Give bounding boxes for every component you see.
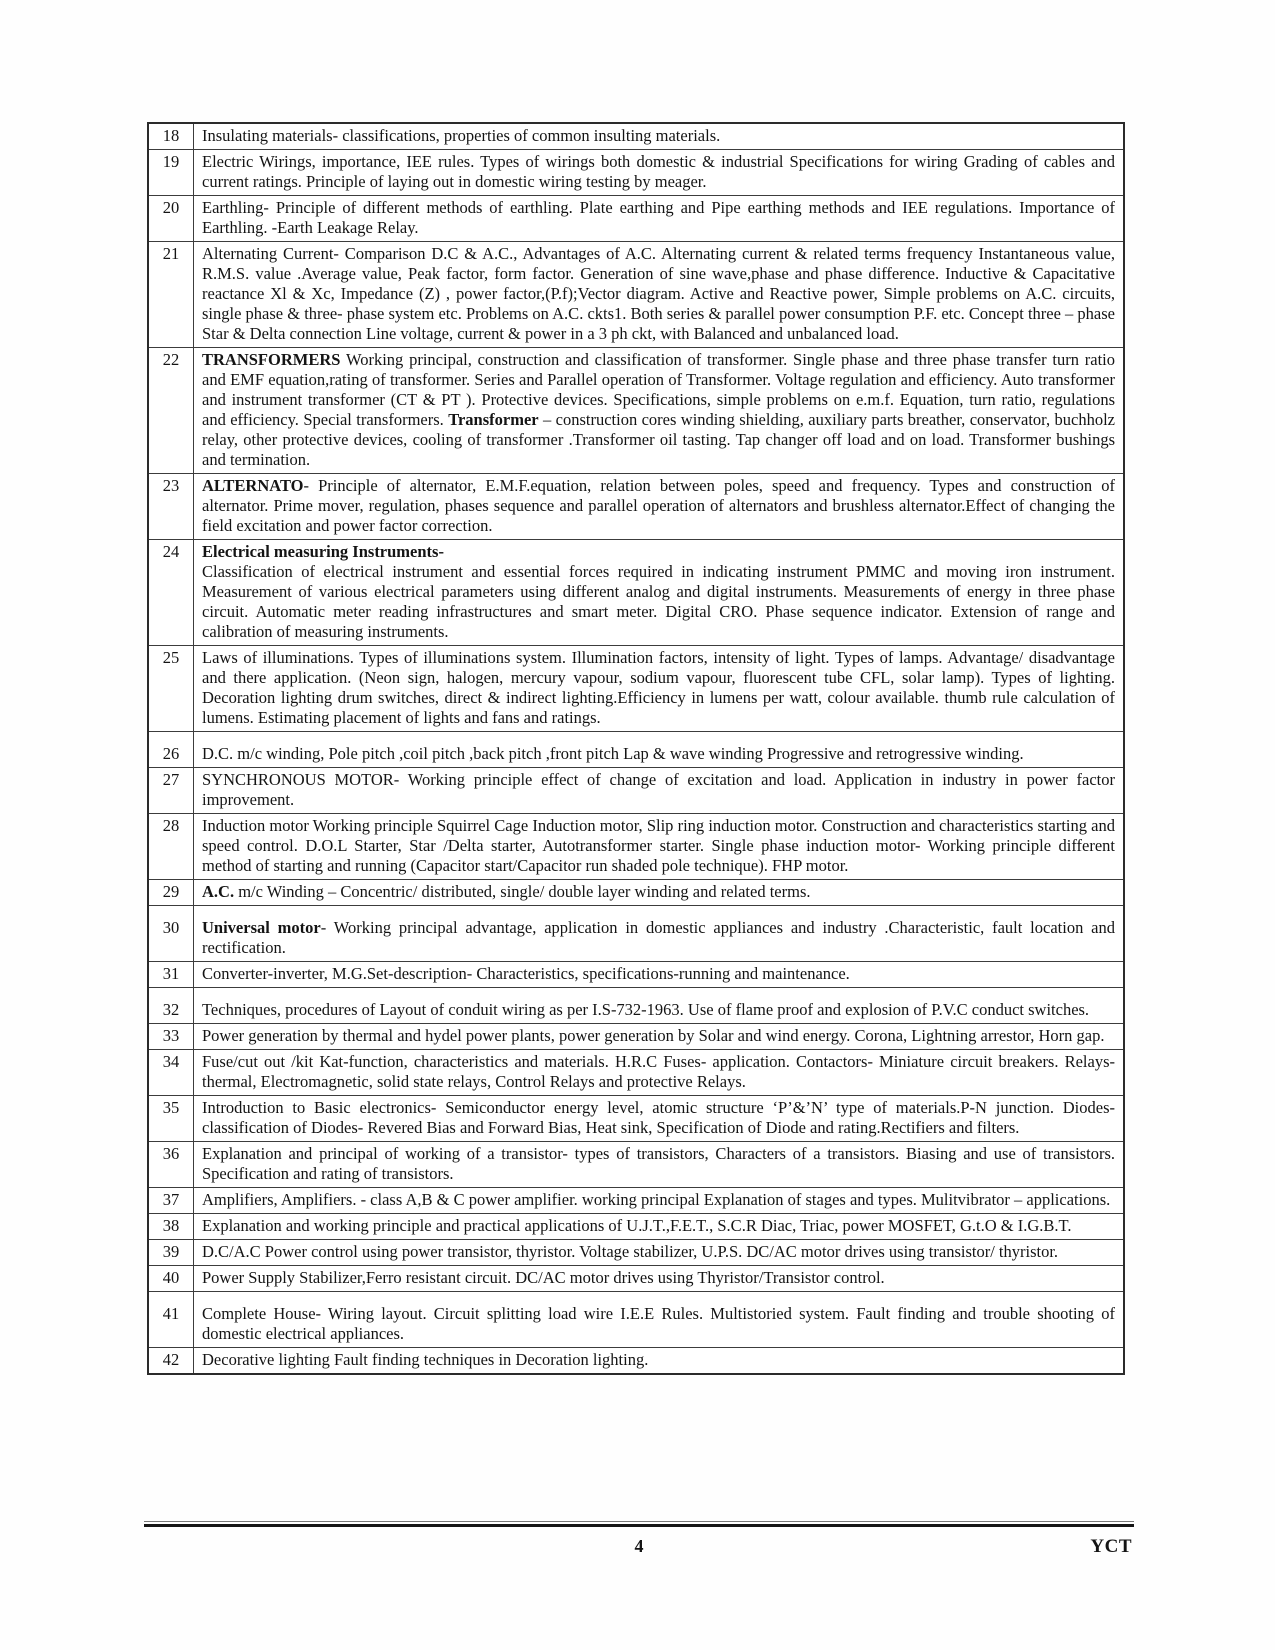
text-segment: Universal motor [202,918,321,937]
text-segment: - Working principal advantage, application in domestic appliances and industry .Characteristic, fault location and rectification. [202,918,1115,957]
row-content [194,540,1123,645]
table-row [149,347,1123,473]
row-number: 32 [149,988,194,1023]
row-number: 18 [149,124,194,149]
row-number: 19 [149,150,194,195]
text-segment: ALTERNATO [202,476,304,495]
row-number: 30 [149,906,194,961]
row-number: 36 [149,1142,194,1187]
row-number: 22 [149,348,194,473]
row-content [194,988,1123,1023]
row-number: 35 [149,1096,194,1141]
table-row [149,1049,1123,1095]
text-segment: TRANSFORMERS [202,350,341,369]
text-segment: Converter-inverter, M.G.Set-description- Characteristics, specifications-running and maintenance. [202,964,850,983]
text-segment: Introduction to Basic electronics- Semiconductor energy level, atomic structure ‘P’&’N’ type of materials.P-N junction. Diodes- classification of Diodes- Revered Bias and Forward Bias, Heat sink, Specification of Diode and rating.Rectifiers and filters. [202,1098,1115,1137]
row-content [194,1214,1123,1239]
footer-text [144,1536,1134,1560]
text-segment: A.C. [202,882,235,901]
table-row [149,124,1123,149]
text-segment: D.C/A.C Power control using power transistor, thyristor. Voltage stabilizer, U.P.S. DC/AC motor drives using transistor/ thyristor. [202,1242,1059,1261]
table-row [149,879,1123,905]
text-segment: SYNCHRONOUS MOTOR- Working principle effect of change of excitation and load. Application in industry in power factor improvement. [202,770,1115,809]
page-footer [144,1521,1134,1560]
text-segment: Complete House- Wiring layout. Circuit splitting load wire I.E.E Rules. Multistoried system. Fault finding and trouble shooting of domestic electrical appliances. [202,1304,1115,1343]
table-row [149,1239,1123,1265]
text-segment: Transformer [448,410,539,429]
text-segment: - Principle of alternator, E.M.F.equation, relation between poles, speed and frequency. Types and construction of alternator. Prime mover, regulation, phases sequence and parallel operation of alternators and brushless alternator.Effect of changing the field excitation and power factor correction. [202,476,1115,535]
row-number: 34 [149,1050,194,1095]
row-number: 41 [149,1292,194,1347]
table-row [149,1141,1123,1187]
table-row [149,1291,1123,1347]
text-segment: Power generation by thermal and hydel power plants, power generation by Solar and wind energy. Corona, Lightning arrestor, Horn gap. [202,1026,1105,1045]
table-row [149,767,1123,813]
table-row [149,1023,1123,1049]
table-row [149,1265,1123,1291]
row-content [194,474,1123,539]
text-segment: Alternating Current- Comparison D.C & A.C., Advantages of A.C. Alternating current & related terms frequency Instantaneous value, R.M.S. value .Average value, Peak factor, form factor. Generation of sine wave,phase and phase difference. Inductive & Capacitative reactance Xl & Xc, Impedance (Z) , power factor,(P.f);Vector diagram. Active and Reactive power, Simple problems on A.C. circuits, single phase & three- phase system etc. Problems on A.C. ckts1. Both series & parallel power consumption P.F. etc. Concept three – phase Star & Delta connection Line voltage, current & power in a 3 ph ckt, with Balanced and unbalanced load. [202,244,1115,343]
syllabus-table [147,122,1125,1375]
brand-label: YCT [1090,1536,1132,1557]
table-row [149,473,1123,539]
table-row [149,241,1123,347]
row-content [194,1266,1123,1291]
text-segment: D.C. m/c winding, Pole pitch ,coil pitch ,back pitch ,front pitch Lap & wave winding Progressive and retrogressive winding. [202,744,1024,763]
row-content [194,1050,1123,1095]
row-content [194,814,1123,879]
text-segment: Fuse/cut out /kit Kat-function, characteristics and materials. H.R.C Fuses- application. Contactors- Miniature circuit breakers. Relays- thermal, Electromagnetic, solid state relays, Control Relays and protective Relays. [202,1052,1115,1091]
row-number: 25 [149,646,194,731]
row-content [194,1348,1123,1373]
row-number: 20 [149,196,194,241]
row-content [194,768,1123,813]
table-row [149,987,1123,1023]
row-number: 24 [149,540,194,645]
row-number: 42 [149,1348,194,1373]
row-content [194,880,1123,905]
row-number: 28 [149,814,194,879]
text-segment: Explanation and working principle and practical applications of U.J.T.,F.E.T., S.C.R Diac, Triac, power MOSFET, G.t.O & I.G.B.T. [202,1216,1072,1235]
row-content [194,1024,1123,1049]
table-row [149,1095,1123,1141]
table-row [149,1187,1123,1213]
row-content [194,906,1123,961]
row-number: 26 [149,732,194,767]
row-number: 29 [149,880,194,905]
row-number: 38 [149,1214,194,1239]
text-segment: Techniques, procedures of Layout of conduit wiring as per I.S-732-1963. Use of flame proof and explosion of P.V.C conduct switches. [202,1000,1090,1019]
table-row [149,149,1123,195]
row-content [194,196,1123,241]
page-number: 4 [634,1536,644,1556]
text-segment: Decorative lighting Fault finding techniques in Decoration lighting. [202,1350,649,1369]
table-row [149,1213,1123,1239]
row-number: 40 [149,1266,194,1291]
row-content [194,1188,1123,1213]
row-content [194,242,1123,347]
table-row [149,645,1123,731]
row-number: 37 [149,1188,194,1213]
text-segment: Electrical measuring Instruments- [202,542,444,561]
row-content [194,150,1123,195]
row-content [194,1142,1123,1187]
row-content [194,1240,1123,1265]
text-segment: Electric Wirings, importance, IEE rules. Types of wirings both domestic & industrial Specifications for wiring Grading of cables and current ratings. Principle of laying out in domestic wiring testing by meager. [202,152,1115,191]
text-segment: Classification of electrical instrument and essential forces required in indicating instrument PMMC and moving iron instrument. Measurement of various electrical parameters using different analog and digital instruments. Measurements of energy in three phase circuit. Automatic meter reading infrastructures and smart meter. Digital CRO. Phase sequence indicator. Extension of range and calibration of measuring instruments. [202,562,1115,641]
row-content [194,646,1123,731]
text-segment: Induction motor Working principle Squirrel Cage Induction motor, Slip ring induction motor. Construction and characteristics starting and speed control. D.O.L Starter, Star /Delta starter, Autotransformer starter. Single phase induction motor- Working principle different method of starting and running (Capacitor start/Capacitor run shaded pole technique). FHP motor. [202,816,1115,875]
table-row [149,195,1123,241]
footer-rule [144,1521,1134,1527]
table-row [149,1347,1123,1373]
row-number: 33 [149,1024,194,1049]
row-content [194,1096,1123,1141]
row-number: 31 [149,962,194,987]
table-row [149,539,1123,645]
text-segment: Explanation and principal of working of a transistor- types of transistors, Characters of a transistors. Biasing and use of transistors. Specification and rating of transistors. [202,1144,1115,1183]
row-content [194,732,1123,767]
text-segment: Laws of illuminations. Types of illuminations system. Illumination factors, intensity of light. Types of lamps. Advantage/ disadvantage and there application. (Neon sign, halogen, mercury vapour, sodium vapour, fluorescent tube CFL, solar lamp). Types of lighting. Decoration lighting drum switches, direct & indirect lighting.Efficiency in lumens per watt, colour available. thumb rule calculation of lumens. Estimating placement of lights and fans and ratings. [202,648,1115,727]
table-row [149,813,1123,879]
table-row [149,961,1123,987]
row-content [194,124,1123,149]
row-content [194,1292,1123,1347]
text-segment: Working principal, construction and classification of transformer. Single phase and three phase transfer turn ratio and EMF equation,rating of transformer. Series and Parallel operation of Transformer. Voltage regulation and efficiency. Auto transformer and instrument transformer (CT & PT ). Protective devices. Specifications, simple problems on e.m.f. Equation, turn ratio, regulations and efficiency. Special transformers. [202,350,1115,429]
text-segment: Amplifiers, Amplifiers. - class A,B & C power amplifier. working principal Explanation of stages and types. Mulitvibrator – applications. [202,1190,1111,1209]
table-row [149,731,1123,767]
text-segment: m/c Winding – Concentric/ distributed, single/ double layer winding and related terms. [234,882,811,901]
text-segment: Power Supply Stabilizer,Ferro resistant circuit. DC/AC motor drives using Thyristor/Transistor control. [202,1268,885,1287]
text-segment: Earthling- Principle of different methods of earthling. Plate earthing and Pipe earthing methods and IEE regulations. Importance of Earthling. -Earth Leakage Relay. [202,198,1115,237]
text-segment: – construction cores winding shielding, auxiliary parts breather, conservator, buchholz relay, other protective devices, cooling of transformer .Transformer oil tasting. Tap changer off load and on load. Transformer bushings and termination. [202,410,1115,469]
text-segment: Insulating materials- classifications, properties of common insulting materials. [202,126,721,145]
row-number: 39 [149,1240,194,1265]
row-number: 23 [149,474,194,539]
row-content [194,962,1123,987]
row-number: 21 [149,242,194,347]
row-content [194,348,1123,473]
row-number: 27 [149,768,194,813]
table-row [149,905,1123,961]
